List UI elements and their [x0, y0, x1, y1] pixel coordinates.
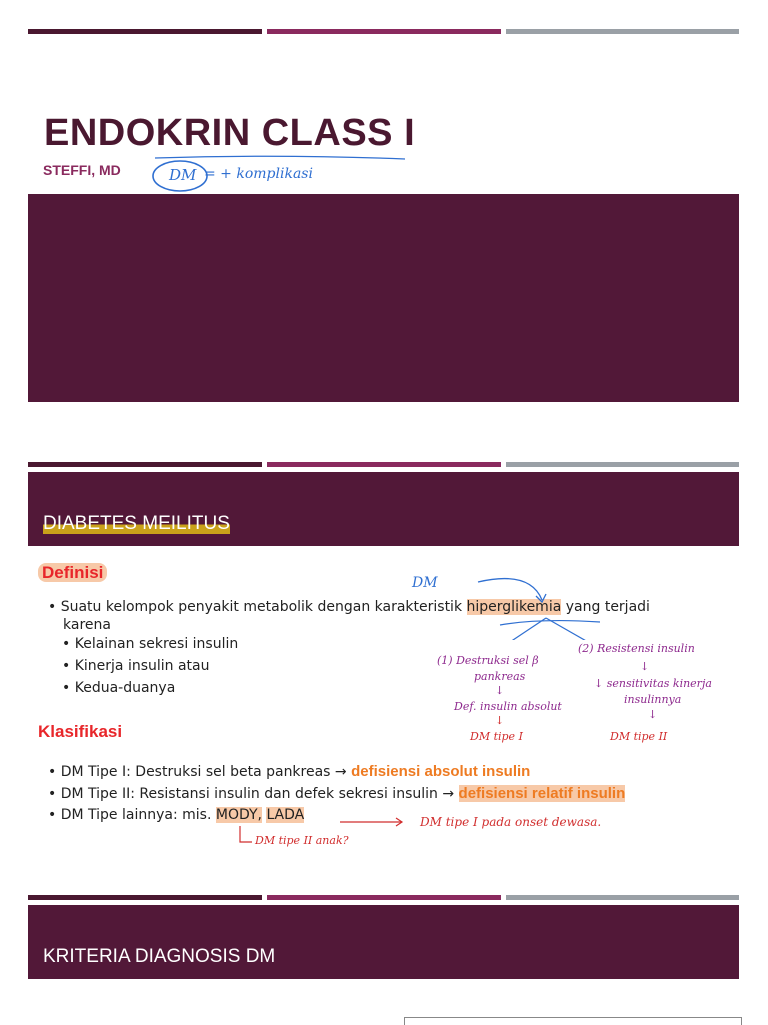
definisi-suffix: yang terjadi — [565, 599, 650, 615]
klasifikasi-lada: LADA — [266, 807, 305, 823]
sub-bullet-1-text: Kelainan sekresi insulin — [74, 636, 239, 652]
mody-note: DM tipe II anak? — [255, 834, 349, 847]
sub-bullet-3-text: Kedua-duanya — [74, 680, 176, 696]
sub-bullet-2-text: Kinerja insulin atau — [74, 658, 210, 674]
stripe-magenta-2 — [267, 462, 501, 467]
stripe-grey-3 — [506, 895, 739, 900]
klasifikasi-heading: Klasifikasi — [38, 722, 123, 741]
slide1-content-block — [28, 194, 739, 402]
stripe-dark-3 — [28, 895, 262, 900]
klasifikasi-item-2: • DM Tipe II: Resistansi insulin dan defek sekresi insulin → defisiensi relatif insulin — [48, 785, 626, 802]
note-right-1: (2) Resistensi insulin — [578, 642, 695, 655]
note-left-3: Def. insulin absolut — [454, 700, 562, 713]
stripe-magenta-3 — [267, 895, 501, 900]
slide-author: STEFFI, MD — [43, 162, 121, 178]
definisi-bullet-line2: karena — [63, 617, 111, 633]
klasifikasi-item-2-highlight: defisiensi relatif insulin — [458, 785, 626, 802]
bullet-dot: • — [48, 599, 61, 615]
klasifikasi-item-1-text: DM Tipe I: Destruksi sel beta pankreas → — [60, 764, 347, 780]
stripe-dark-2 — [28, 462, 262, 467]
dm-circle-text: DM — [169, 166, 197, 184]
note-left-2: pankreas — [474, 670, 526, 683]
note-left-arrow-2: ↓ — [495, 714, 505, 727]
section-title-diabetes — [43, 513, 230, 535]
note-right-4: DM tipe II — [610, 730, 668, 743]
klasifikasi-item-1: • DM Tipe I: Destruksi sel beta pankreas → defisiensi absolut insulin — [48, 763, 531, 780]
klasifikasi-item-1-highlight: defisiensi absolut insulin — [351, 763, 531, 780]
definisi-heading-text: Definisi — [38, 563, 107, 582]
note-right-2: ↓ sensitivitas kinerja — [594, 677, 712, 690]
top-stripe-magenta — [267, 29, 501, 34]
note-left-arrow: ↓ — [495, 684, 505, 697]
klasifikasi-item-2-text: DM Tipe II: Resistansi insulin dan defek sekresi insulin → — [60, 786, 455, 802]
definisi-heading — [38, 563, 107, 583]
definisi-prefix: Suatu kelompok penyakit metabolik dengan karakteristik — [60, 599, 463, 615]
note-right-arrow: ↓ — [640, 660, 650, 673]
slide-title: ENDOKRIN CLASS I — [44, 112, 416, 154]
note-left-1: (1) Destruksi sel β — [437, 654, 539, 667]
sub-bullet-2: • Kinerja insulin atau — [62, 658, 210, 674]
note-right-3: insulinnya — [624, 693, 682, 706]
hiperglikemia-keyword: hiperglikemia — [466, 599, 562, 615]
sub-bullet-1: • Kelainan sekresi insulin — [62, 636, 239, 652]
note-left-4: DM tipe I — [470, 730, 523, 743]
note-arrows — [470, 570, 630, 640]
top-stripe-dark — [28, 29, 262, 34]
klasifikasi-item-3-prefix: DM Tipe lainnya: mis. — [60, 807, 212, 823]
top-stripe-grey — [506, 29, 739, 34]
komplikasi-annotation: = + komplikasi — [204, 166, 313, 182]
lada-note: DM tipe I pada onset dewasa. — [420, 815, 602, 829]
stripe-grey-2 — [506, 462, 739, 467]
note-right-arrow-2: ↓ — [648, 708, 658, 721]
section-title-text: DIABETES MEILITUS — [43, 513, 230, 534]
note-dm: DM — [412, 575, 438, 591]
klasifikasi-mody: MODY, — [215, 807, 262, 823]
section-title-kriteria: KRITERIA DIAGNOSIS DM — [43, 946, 276, 967]
sub-bullet-3: • Kedua-duanya — [62, 680, 176, 696]
klasifikasi-item-3: • DM Tipe lainnya: mis. MODY, LADA — [48, 807, 305, 823]
